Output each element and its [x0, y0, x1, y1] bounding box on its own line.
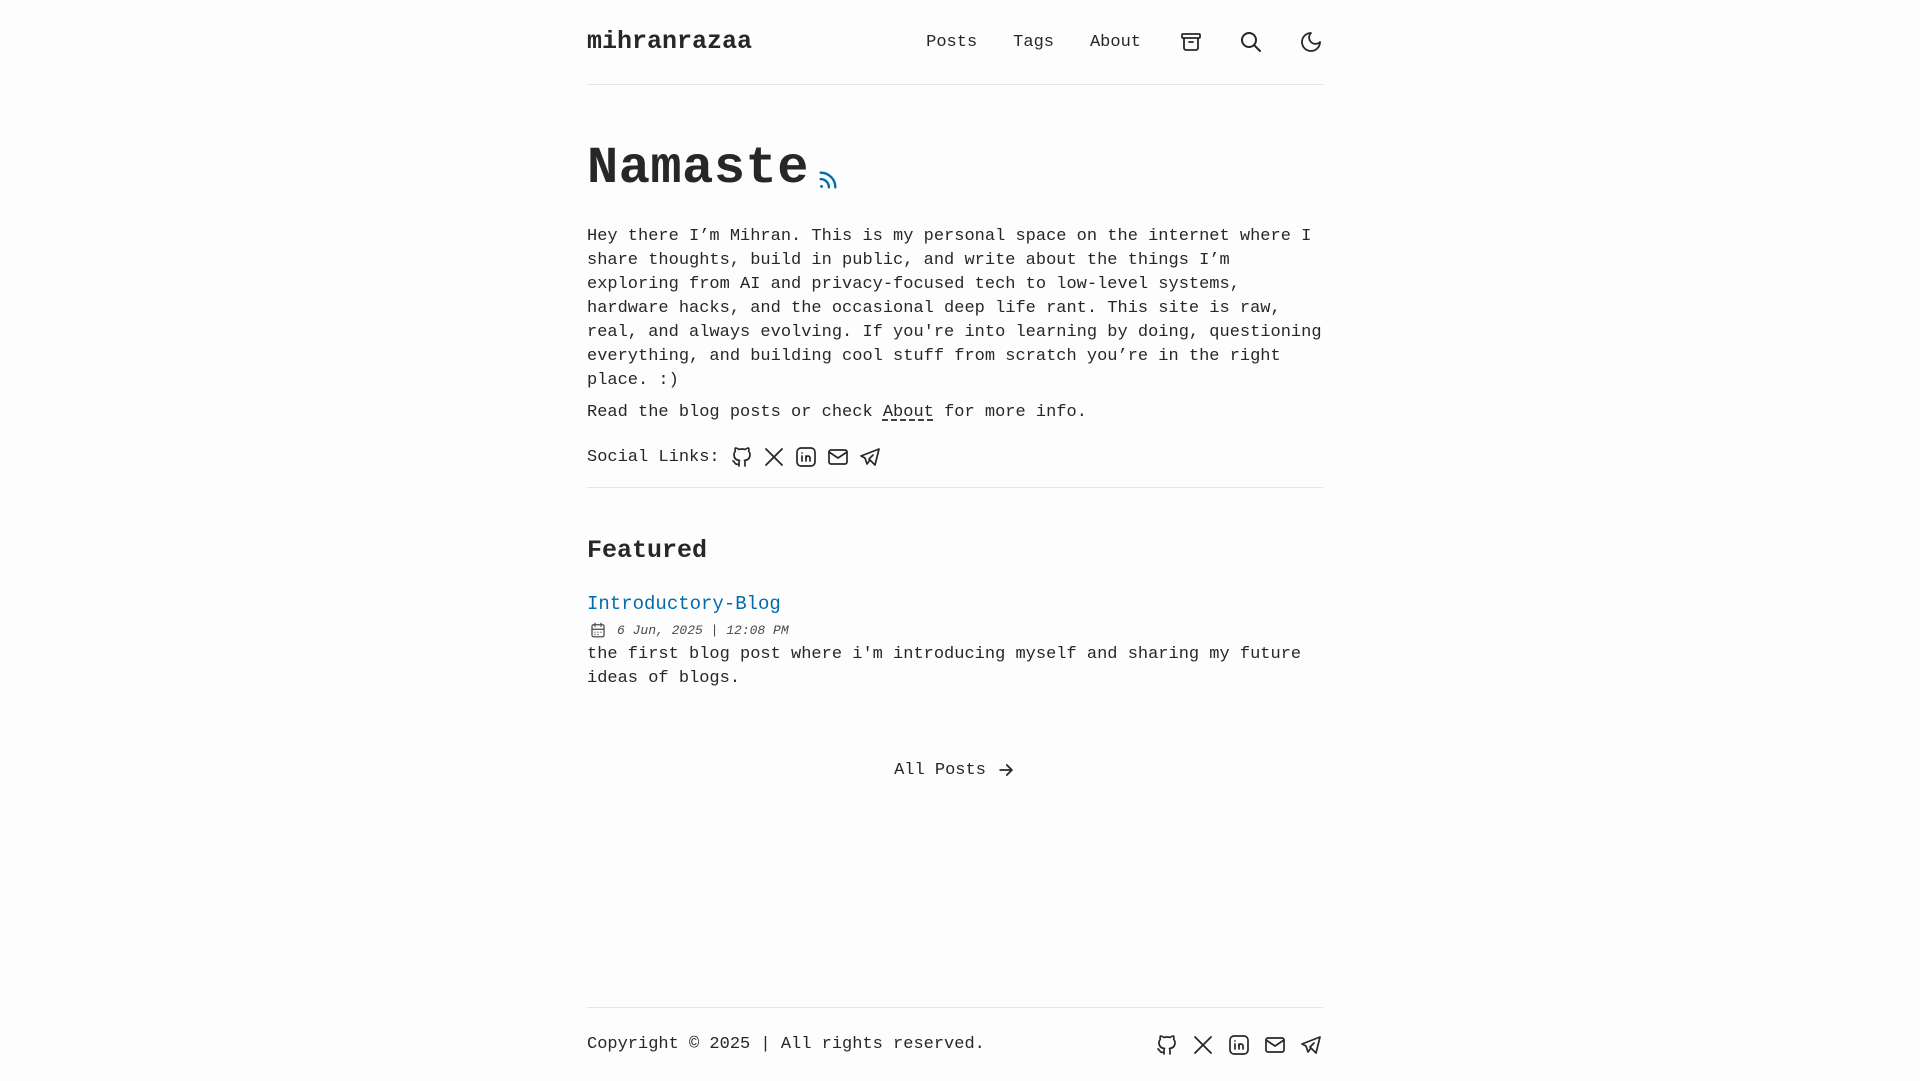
- hero-section: [587, 85, 1323, 488]
- post-date: 6 Jun, 2025 | 12:08 PM: [617, 622, 789, 638]
- footer-social-icons: [1143, 1033, 1323, 1057]
- linkedin-icon[interactable]: [794, 445, 818, 469]
- hero-read-more: [587, 401, 1323, 425]
- hero-title: Namaste: [587, 139, 809, 198]
- all-posts-label: All Posts: [894, 760, 986, 780]
- github-icon[interactable]: [1155, 1033, 1179, 1057]
- site-footer: [587, 1007, 1323, 1081]
- page-container: [587, 0, 1323, 1054]
- read-prefix: Read the blog posts or check: [587, 403, 883, 422]
- nav-about[interactable]: About: [1089, 32, 1141, 52]
- copyright-text: Copyright © 2025 | All rights reserved.: [587, 1035, 985, 1054]
- post-title-link[interactable]: Introductory-Blog: [587, 593, 781, 615]
- featured-section: [587, 488, 1323, 691]
- mail-icon[interactable]: [1263, 1033, 1287, 1057]
- read-suffix: for more info.: [933, 403, 1087, 422]
- hero-title-row: [587, 139, 1323, 198]
- social-icons: [730, 445, 890, 469]
- post-meta: [587, 621, 1323, 639]
- moon-icon[interactable]: [1299, 30, 1323, 54]
- telegram-icon[interactable]: [858, 445, 882, 469]
- main-nav: [890, 30, 1323, 54]
- hero-intro: Hey there I’m Mihran. This is my personal space on the internet where I share thoughts, build in public, and write about the things I’m exploring from AI and privacy-focused tech to low-level systems, hardware hacks, and the occasional deep life rant. This site is raw, real, and always evolving. If you're into learning by doing, questioning everything, and building cool stuff from scratch you’re in the right place. :): [587, 227, 1322, 390]
- mail-icon[interactable]: [826, 445, 850, 469]
- nav-tags[interactable]: Tags: [1013, 32, 1054, 52]
- all-posts-row: [587, 760, 1323, 780]
- site-brand[interactable]: mihranrazaa: [587, 26, 753, 56]
- rss-icon[interactable]: [817, 169, 839, 191]
- featured-heading: Featured: [587, 536, 708, 565]
- nav-posts[interactable]: Posts: [926, 32, 978, 52]
- about-link[interactable]: About: [882, 403, 934, 422]
- arrow-right-icon: [986, 760, 1016, 780]
- social-links: [587, 445, 1323, 469]
- github-icon[interactable]: [730, 445, 754, 469]
- calendar-icon: [587, 621, 617, 639]
- search-icon[interactable]: [1239, 30, 1263, 54]
- social-label: Social Links:: [587, 447, 720, 467]
- post-description: the first blog post where i'm introducing myself and sharing my future ideas of blogs.: [587, 645, 1302, 688]
- featured-post: [587, 593, 1323, 691]
- linkedin-icon[interactable]: [1227, 1033, 1251, 1057]
- x-icon[interactable]: [762, 445, 786, 469]
- x-icon[interactable]: [1191, 1033, 1215, 1057]
- site-header: [587, 0, 1323, 85]
- all-posts-link[interactable]: [894, 760, 1016, 780]
- telegram-icon[interactable]: [1299, 1033, 1323, 1057]
- archive-icon[interactable]: [1179, 30, 1203, 54]
